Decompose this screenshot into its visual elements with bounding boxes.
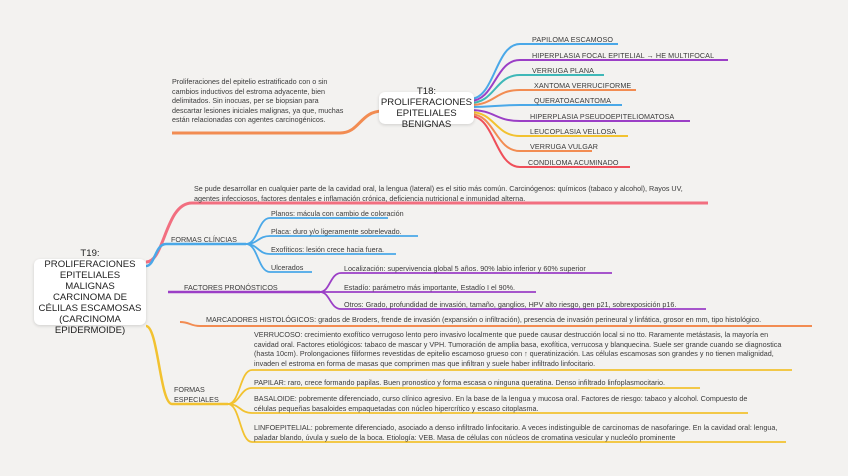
t19-title: T19: PROLIFERACIONES EPITELIALES MALIGNAS CARCINOMA DE CÉLILAS ESCAMOSAS (CARCINOMA EPIDERMOIDE) xyxy=(38,248,142,336)
t18-title: T18: PROLIFERACIONES EPITELIALES BENIGNAS xyxy=(380,86,473,130)
factores-item[interactable]: Otros: Grado, profundidad de invasión, tamaño, ganglios, HPV alto riesgo, gen p21, sobrexposición p16. xyxy=(344,300,677,309)
t18-item-queratoacantoma[interactable]: QUERATOACANTOMA xyxy=(534,96,611,105)
t18-item-hiperplasia-pseudo[interactable]: HIPERPLASIA PSEUDOEPITELIOMATOSA xyxy=(530,112,675,121)
formas-clinicas-item[interactable]: Ulcerados xyxy=(271,263,304,272)
t19-central-node[interactable] xyxy=(34,248,146,336)
formas-especiales-item-verrucoso[interactable]: VERRUCOSO: crecimiento exofítico verrugoso lento pero invasivo localmente que puede causar destrucción local si no tto. Raramente metástasis, la mayoría en cavidad oral. Factores etiológicos: tabaco de mascar y VPH. Tumoración de amplia basa, exofítica, verrucosa y blanquecina. Suele ser grande cuando se diagnostica (hasta 10cm). Prolongaciones filiformes revestidas de epitelio escamoso grueso con ↑ queratinización. Las células escamosas son grandes y no tienen malignidad, invaden el estroma en forma de masas que comprimen mas que infiltran y suele haber infiltrado linfocitario. xyxy=(254,330,782,368)
formas-clinicas-item[interactable]: Exofíticos: lesión crece hacia fuera. xyxy=(271,245,385,254)
formas-especiales-label[interactable]: FORMAS ESPECIALES xyxy=(174,385,219,404)
t18-description-note[interactable]: Proliferaciones del epitelio estratificado con o sin cambios inductivos del estroma adyacente, bien delimitados. Sin inocuas, per se biopsian para descartar lesiones iniciales malignas, ya que, muchas están relacionadas con agentes carcinogénicos. xyxy=(172,77,344,125)
formas-especiales-item-basaloide[interactable]: BASALOIDE: pobremente diferenciado, curso clínico agresivo. En la base de la lengua y mucosa oral. Factores de riesgo: tabaco y alcohol. Compuesto de células pequeñas basaloides empaquetadas con núcleo hipercrítico y escaso citoplasma. xyxy=(254,394,748,413)
edge-t19-intro xyxy=(146,203,708,262)
formas-clinicas-label[interactable]: FORMAS CLÍNCIAS xyxy=(171,235,237,244)
factores-pronosticos-label[interactable]: FACTORES PRONÓSTICOS xyxy=(184,283,278,292)
t18-item-condiloma[interactable]: CONDILOMA ACUMINADO xyxy=(528,158,619,167)
t18-item-papiloma[interactable]: PAPILOMA ESCAMOSO xyxy=(532,35,614,44)
edge-fc-2 xyxy=(246,236,418,244)
factores-item[interactable]: Localización: supervivencia global 5 años. 90% labio inferior y 60% superior xyxy=(344,264,586,273)
formas-especiales-item-papilar[interactable]: PAPILAR: raro, crece formando papilas. Buen pronostico y forma escasa o ninguna queratina. Denso infiltrado linfoplasmocitario. xyxy=(254,378,665,387)
factores-item[interactable]: Estadío: parámetro más importante, Estadío I el 90%. xyxy=(344,283,515,292)
t18-central-node[interactable] xyxy=(379,86,474,130)
t18-item-leucoplasia[interactable]: LEUCOPLASIA VELLOSA xyxy=(530,127,617,136)
t18-item-verruga-vulgar[interactable]: VERRUGA VULGAR xyxy=(530,142,599,151)
t18-item-xantoma[interactable]: XANTOMA VERRUCIFORME xyxy=(534,81,632,90)
t18-item-hiperplasia-focal[interactable]: HIPERPLASIA FOCAL EPITELIAL → HE MULTIFOCAL xyxy=(532,51,715,60)
formas-clinicas-item[interactable]: Planos: mácula con cambio de coloración xyxy=(271,209,404,218)
edge-t19-formas-clinicas xyxy=(146,244,246,266)
t18-item-verruga-plana[interactable]: VERRUGA PLANA xyxy=(532,66,595,75)
t19-intro-text[interactable]: Se pude desarrollar en cualquier parte de la cavidad oral, la lengua (lateral) es el sitio más común. Carcinógenos: químicos (tabaco y alcohol), Rayos UV, agentes infecciosos, factores dentales e inflamación crónica, deficiencia nutricional e inmunidad alterna. xyxy=(194,184,683,203)
formas-clinicas-item[interactable]: Placa: duro y/o ligeramente sobrelevado. xyxy=(271,227,402,236)
marcadores-histologicos[interactable]: MARCADORES HISTOLÓGICOS: grados de Broders, frende de invasión (expansión o infiltración), presencia de invasión perineural y linfática, grosor en mm, tipo histológico. xyxy=(206,315,762,324)
formas-especiales-item-linfoepitelial[interactable]: LINFOEPITELIAL: pobremente diferenciado, asociado a denso infiltrado linfocitario. A veces indistinguible de carcinomas de nasofaringe. En la cavidad oral: lengua, paladar blando, úvula y suelo de la boca. Etiología: VEB. Masa de células con núcleos de cromatina vesicular y nucleólo prominente xyxy=(254,423,778,442)
